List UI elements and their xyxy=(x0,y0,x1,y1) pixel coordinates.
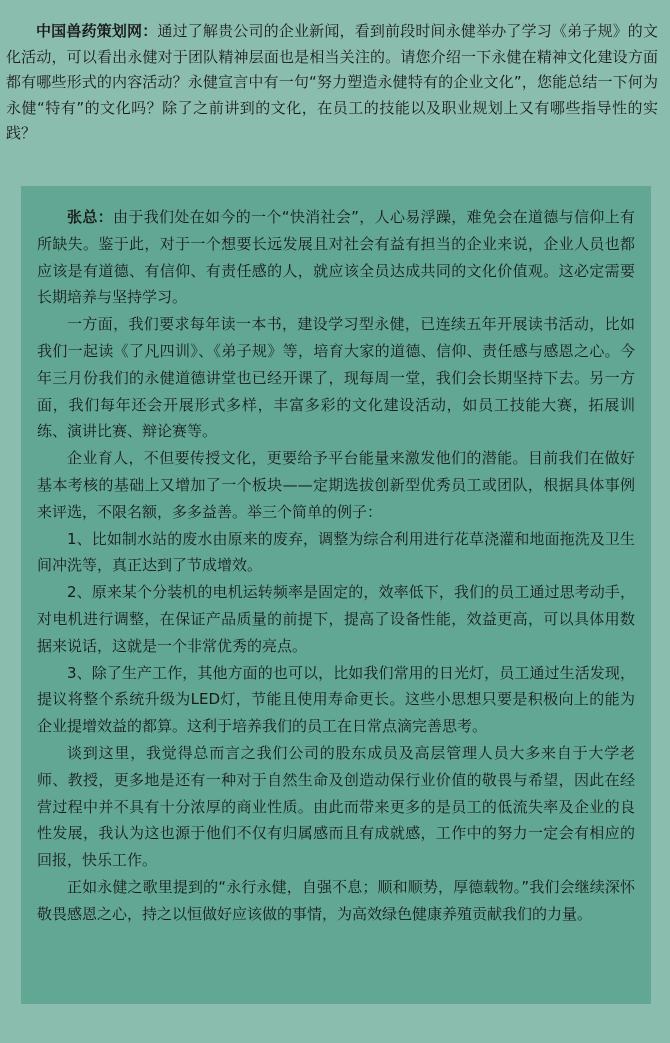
answer-example-2: 2、原来某个分装机的电机运转频率是固定的，效率低下，我们的员工通过思考动手，对电机进行调整，在保证产品质量的前提下，提高了设备性能，效益更高，可以具体用数据来说话，这就是一个非常优秀的亮点。 xyxy=(37,583,635,655)
question-paragraph xyxy=(6,19,658,147)
answer-speaker: 张总： xyxy=(67,208,114,226)
question-text: 通过了解贵公司的企业新闻，看到前段时间永健举办了学习《弟子规》的文化活动，可以看出永健对于团队精神层面也是相当关注的。请您介绍一下永健在精神文化建设方面都有哪些形式的内容活动？永健宣言中有一句“努力塑造永健特有的企业文化”，您能总结一下何为永健“特有”的文化吗？除了之前讲到的文化，在员工的技能以及职业规划上又有哪些指导性的实践？ xyxy=(6,22,658,142)
answer-box xyxy=(21,186,651,1004)
answer-paragraph-3: 企业育人，不但要传授文化，更要给予平台能量来激发他们的潜能。目前我们在做好基本考核的基础上又增加了一个板块——定期选拔创新型优秀员工或团队，根据具体事例来评选，不限名额，多多益善。举三个简单的例子： xyxy=(37,449,635,521)
answer-paragraph-1-text: 由于我们处在如今的一个“快消社会”，人心易浮躁，难免会在道德与信仰上有所缺失。鉴于此，对于一个想要长远发展且对社会有益有担当的企业来说，企业人员也都应该是有道德、有信仰、有责任感的人，就应该全员达成共同的文化价值观。这必定需要长期培养与坚持学习。 xyxy=(37,208,635,307)
question-speaker: 中国兽药策划网： xyxy=(36,22,158,40)
answer-example-3: 3、除了生产工作，其他方面的也可以，比如我们常用的日光灯，员工通过生活发现，提议将整个系统升级为LED灯，节能且使用寿命更长。这些小思想只要是积极向上的能为企业提增效益的都算。这利于培养我们的员工在日常点滴完善思考。 xyxy=(37,663,635,736)
answer-paragraph-2: 一方面，我们要求每年读一本书，建设学习型永健，已连续五年开展读书活动，比如我们一起读《了凡四训》、《弟子规》等，培育大家的道德、信仰、责任感与感恩之心。今年三月份我们的永健道德讲堂也已经开课了，现每周一堂，我们会长期坚持下去。另一方面，我们每年还会开展形式多样，丰富多彩的文化建设活动，如员工技能大赛，拓展训练、演讲比赛、辩论赛等。 xyxy=(37,315,635,441)
answer-paragraph-1 xyxy=(37,204,635,311)
answer-example-1: 1、比如制水站的废水由原来的废弃，调整为综合利用进行花草浇灌和地面拖洗及卫生间冲洗等，真正达到了节成增效。 xyxy=(37,529,635,575)
answer-paragraph-8: 正如永健之歌里提到的“永行永健，自强不息；顺和顺势，厚德载物。”我们会继续深怀敬畏感恩之心，持之以恒做好应该做的事情，为高效绿色健康养殖贡献我们的力量。 xyxy=(37,877,635,923)
answer-paragraph-7: 谈到这里，我觉得总而言之我们公司的股东成员及高层管理人员大多来自于大学老师、教授，更多地是还有一种对于自然生命及创造动保行业价值的敬畏与希望，因此在经营过程中并不具有十分浓厚的商业性质。由此而带来更多的是员工的低流失率及企业的良性发展，我认为这也源于他们不仅有归属感而且有成就感，工作中的努力一定会有相应的回报，快乐工作。 xyxy=(37,743,635,870)
